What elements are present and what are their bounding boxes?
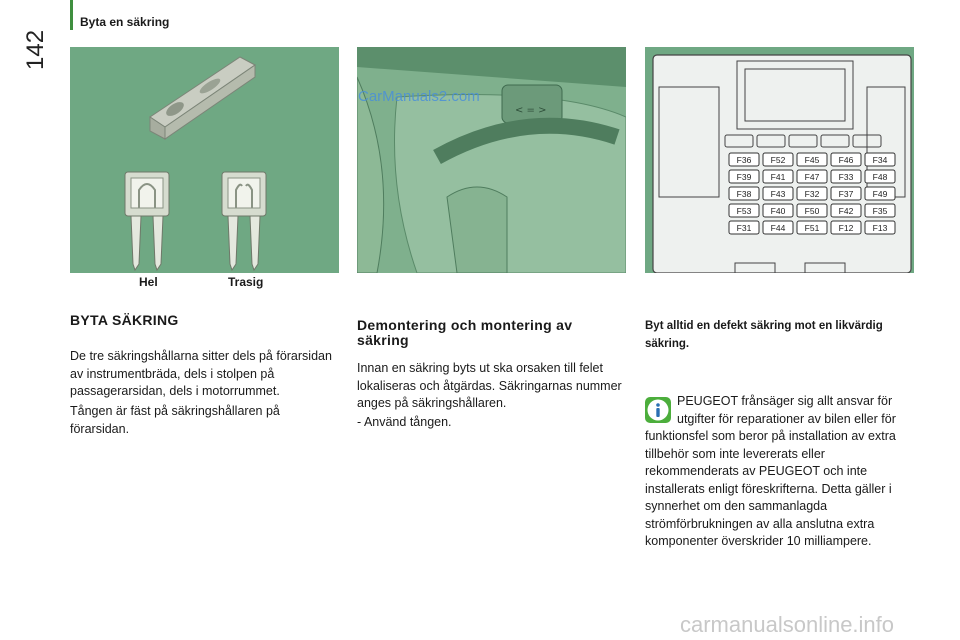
fuse-label: F42	[838, 206, 854, 216]
info-text-body: PEUGEOT frånsäger sig allt ansvar för utgifter för reparationer av bilen eller för funktionsfel som beror på installation av extra tillbehör som inte levererats eller rekommenderats av PEUGEOT och inte installerats enligt föreskrifterna. Detta gäller i synnerhet om den sammanlagda strömförbrukningen av alla anslutna extra komponenter överskrider 10 milliampere.	[645, 394, 896, 548]
col1-paragraph-2: Tången är fäst på säkringshållaren på förarsidan.	[70, 404, 280, 436]
fuse-label: F31	[736, 223, 752, 233]
heading-demontering: Demontering och montering av säkring	[357, 317, 573, 348]
fuse-label: F49	[872, 189, 888, 199]
caption-blown: Trasig	[228, 275, 264, 289]
fuse-label: F34	[872, 155, 888, 165]
fuse-label: F13	[872, 223, 888, 233]
col1-paragraph-1: De tre säkringshållarna sitter dels på förarsidan av instrumentbräda, dels i stolpen på passagerarsidan, dels i motorrummet.	[70, 349, 332, 398]
fuse-label: F46	[838, 155, 854, 165]
watermark-top: CarManuals2.com	[358, 88, 480, 105]
col2-paragraph-1: Innan en säkring byts ut ska orsaken till felet lokaliseras och åtgärdas. Säkringarnas nummer anges på säkringshållaren.	[357, 361, 622, 410]
fuse-label: F47	[804, 172, 820, 182]
caption-intact: Hel	[139, 275, 158, 289]
fuse-label: F35	[872, 206, 888, 216]
heading-byta-sakring: BYTA SÄKRING	[70, 312, 179, 328]
fuse-label: F45	[804, 155, 820, 165]
fuse-label: F12	[838, 223, 854, 233]
fuse-label: F33	[838, 172, 854, 182]
info-text	[645, 393, 915, 551]
fuse-label: F41	[770, 172, 786, 182]
fuse-label: F38	[736, 189, 752, 199]
fuse-label: F43	[770, 189, 786, 199]
sidebar-accent-bar	[70, 0, 73, 30]
fuse-label: F48	[872, 172, 888, 182]
bold-note: Byt alltid en defekt säkring mot en likvärdig säkring.	[645, 320, 883, 350]
control-panel-icon	[502, 85, 562, 123]
fuse-label: F50	[804, 206, 820, 216]
fuse-label: F44	[770, 223, 786, 233]
svg-text:< = >: < = >	[515, 105, 547, 116]
col2-paragraph-2: - Använd tången.	[357, 415, 452, 429]
fuse-label: F53	[736, 206, 752, 216]
page-number: 142	[22, 29, 49, 70]
fuse-label: F36	[736, 155, 752, 165]
fuse-tool-illustration	[70, 47, 339, 273]
fuse-intact-icon	[125, 172, 169, 270]
fuse-label: F52	[770, 155, 786, 165]
section-title: Byta en säkring	[80, 15, 170, 29]
fuse-label: F37	[838, 189, 854, 199]
dashboard-illustration	[357, 47, 626, 273]
fuse-label: F39	[736, 172, 752, 182]
fuse-grid	[729, 153, 895, 234]
fuse-label: F51	[804, 223, 820, 233]
fuse-label: F32	[804, 189, 820, 199]
fusebox-diagram	[645, 47, 914, 273]
fuse-blown-icon	[222, 172, 266, 270]
fuse-label: F40	[770, 206, 786, 216]
watermark-bottom: carmanualsonline.info	[680, 612, 895, 637]
fuse-puller-icon	[150, 57, 255, 139]
